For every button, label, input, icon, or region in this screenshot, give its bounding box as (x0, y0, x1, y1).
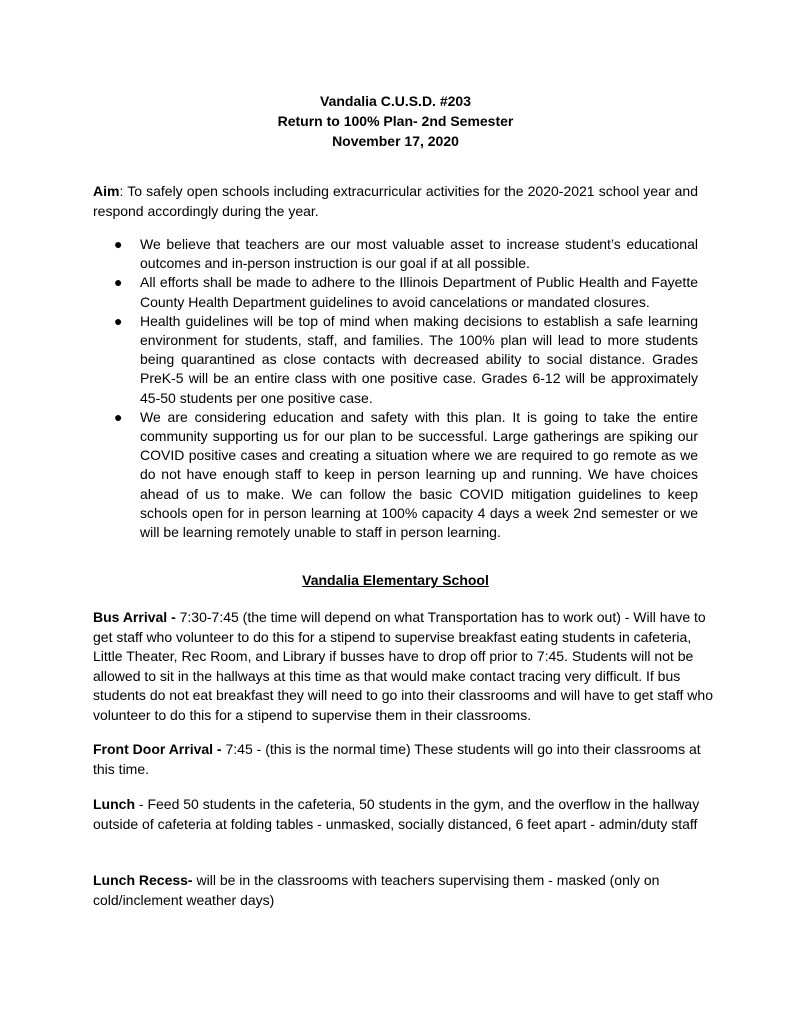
bullet-icon: ● (114, 236, 123, 252)
list-item (93, 408, 698, 542)
principles-list (93, 235, 698, 542)
section-title: Vandalia Elementary School (302, 572, 489, 588)
list-item (93, 312, 698, 408)
lunch-recess-paragraph (93, 871, 713, 910)
aim-text: : To safely open schools including extracurricular activities for the 2020-2021 school year and respond accordingly during the year. (93, 183, 698, 219)
plan-date: November 17, 2020 (332, 133, 459, 149)
list-item (93, 273, 698, 311)
paragraph-label: Lunch Recess- (93, 872, 193, 888)
document-header (0, 91, 791, 151)
paragraph-text: 7:45 - (this is the normal time) These students will go into their classrooms at this time. (93, 741, 701, 777)
paragraph-label: Bus Arrival - (93, 609, 176, 625)
front-door-arrival-paragraph (93, 740, 713, 779)
list-item-text: We believe that teachers are our most valuable asset to increase student’s educational outcomes and in-person instruction is our goal if at all possible. (140, 236, 698, 272)
list-item-text: We are considering education and safety with this plan. It is going to take the entire community supporting us for our plan to be successful. Large gatherings are spiking our COVID positive cases and creating a situation where we are required to go remote as we do not have enough staff to keep in person learning up and running. We have choices ahead of us to make. We can follow the basic COVID mitigation guidelines to keep schools open for in person learning at 100% capacity 4 days a week 2nd semester or we will be learning remotely unable to staff in person learning. (140, 408, 698, 541)
lunch-paragraph (93, 795, 713, 834)
paragraph-text: - Feed 50 students in the cafeteria, 50 students in the gym, and the overflow in the hallway outside of cafeteria at folding tables - unmasked, socially distanced, 6 feet apart - admin/duty staff (93, 796, 700, 832)
list-item-text: Health guidelines will be top of mind when making decisions to establish a safe learning environment for students, staff, and families. The 100% plan will lead to more students being quarantined as close contacts with decreased ability to social distance. Grades PreK-5 will be an entire class with one positive case. Grades 6-12 will be approximately 45-50 students per one positive case. (140, 312, 698, 406)
aim-statement (93, 181, 698, 221)
paragraph-text: 7:30-7:45 (the time will depend on what Transportation has to work out) - Will have to get staff who volunteer to do this for a stipend to supervise breakfast eating students in cafeteria, Little Theater, Rec Room, and Library if busses have to drop off prior to 7:45. Students will not be allowed to sit in the hallways at this time as that would make contact tracing very difficult. If bus students do not eat breakfast they will need to go into their classrooms and will have to get staff who volunteer to do this for a stipend to supervise them in their classrooms. (93, 609, 713, 723)
paragraph-text: will be in the classrooms with teachers supervising them - masked (only on cold/inclement weather days) (93, 872, 660, 908)
bus-arrival-paragraph (93, 608, 713, 725)
district-name: Vandalia C.U.S.D. #203 (320, 93, 471, 109)
bullet-icon: ● (114, 312, 123, 329)
bullet-icon: ● (114, 408, 123, 425)
plan-title: Return to 100% Plan- 2nd Semester (277, 113, 514, 129)
list-item-text: All efforts shall be made to adhere to the Illinois Department of Public Health and Fayette County Health Department guidelines to avoid cancelations or mandated closures. (140, 274, 698, 310)
paragraph-label: Front Door Arrival - (93, 741, 222, 757)
bullet-icon: ● (114, 274, 123, 291)
list-item (93, 235, 698, 273)
paragraph-label: Lunch (93, 796, 135, 812)
aim-label: Aim (93, 183, 120, 199)
